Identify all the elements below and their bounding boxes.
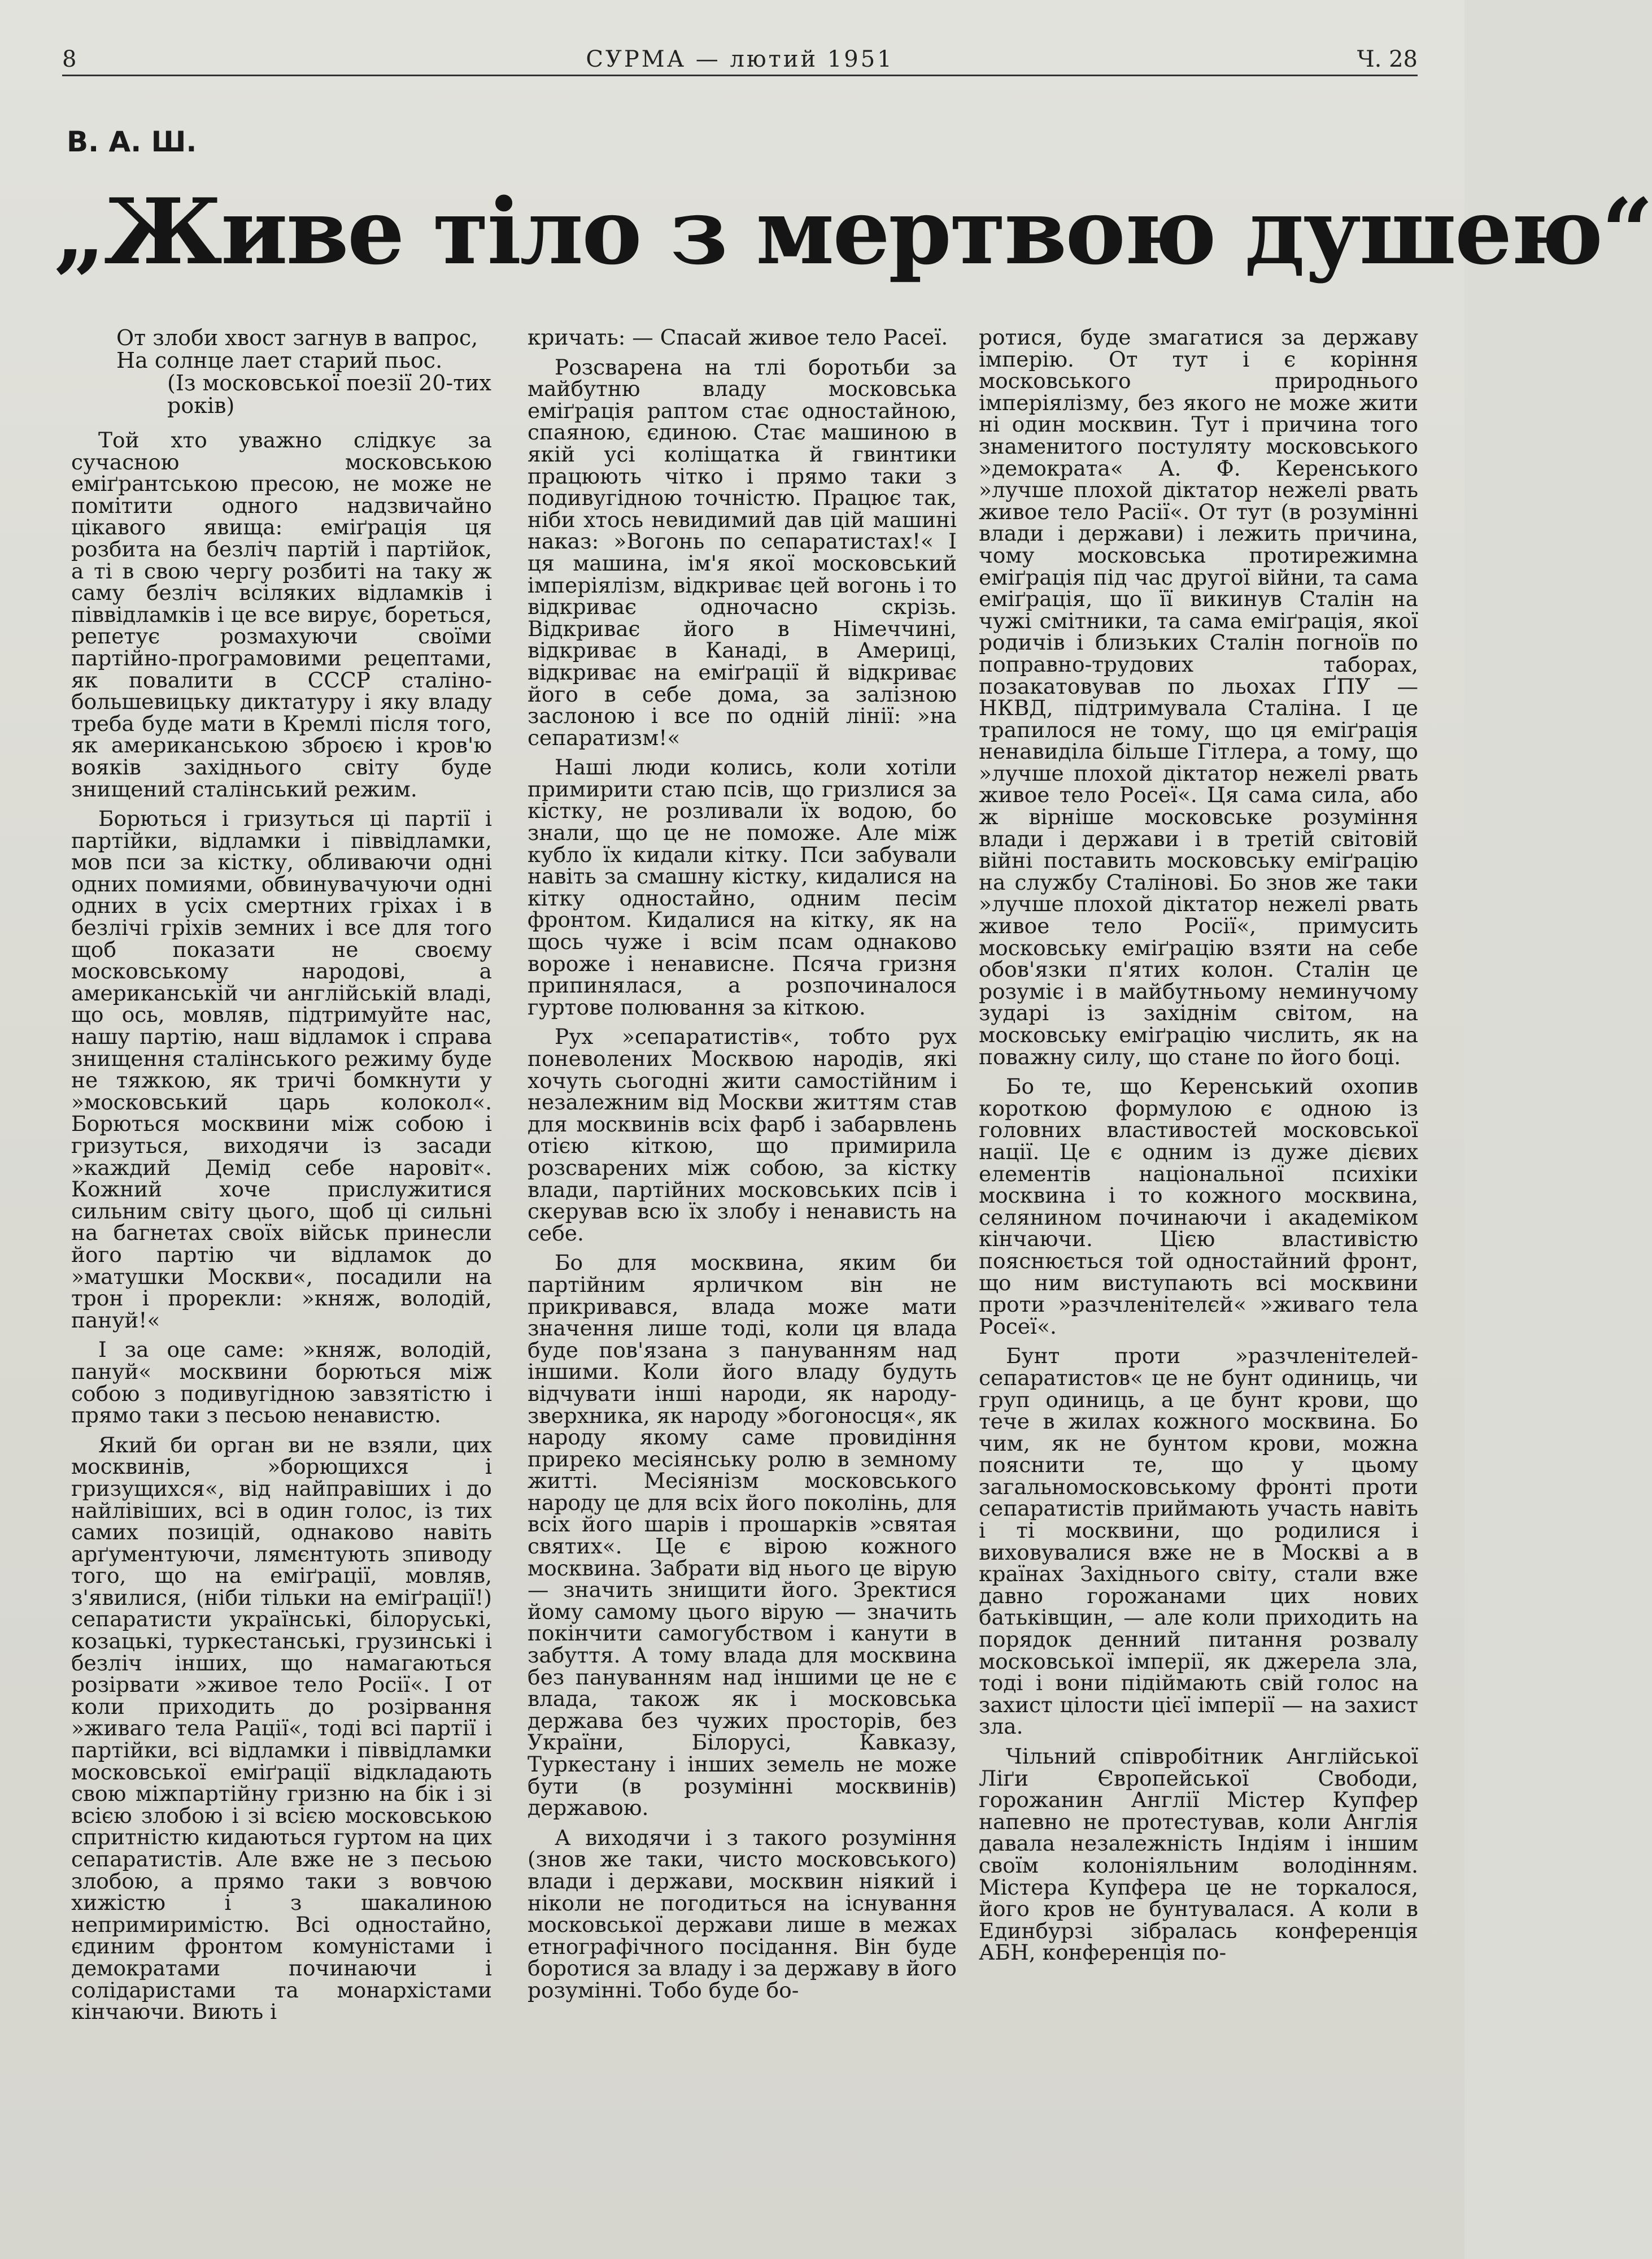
paragraph: А виходячи і з такого розуміння (знов же таки, чисто московського) влади і держави, москвин ніякий і ніколи не погодиться на існування московської держави лише в межах етнографічного посідання. Він буде боротися за владу і за державу в його розумінні. Тобо буде бо- — [528, 1825, 957, 2003]
paragraph: Чільний співробітник Англійської Ліґи Європейської Свободи, горожанин Англії Містер Купфер напевно не протестував, коли Англія давала незалежність Індіям і іншим своїм колоніяльним володінням. Містера Купфера це не торкалося, його кров не бунтувалася. А коли в Единбурзі зібралась конференція АБН, конференція по- — [979, 1744, 1418, 1965]
running-header — [62, 35, 1418, 76]
paragraph: Той хто уважно слідкує за сучасною московською еміґрантською пресою, не може не помітити одного надзвичайно цікавого явища: еміґрація ця розбита на безліч партій і партійок, а ті в свою чергу розбиті на таку ж саму безліч всіляких відламків і піввідламків і це все вирує, бореться, репетує розмахуючи своїми партійно-програмовими рецептами, як повалити в СССР сталіно-большевицьку диктатуру і яку владу треба буде мати в Кремлі після того, як американською зброєю і кров'ю вояків західнього світу буде знищений сталінський режим. — [71, 428, 492, 802]
issue-number: Ч. 28 — [1357, 46, 1418, 72]
paragraph: Бо для москвина, яким би партійним ярличком він не прикривався, влада може мати значення лише тоді, коли ця влада буде пов'язана з пануванням над іншими. Коли його владу будуть відчувати інші народи, як народу-зверхника, як народу »богоносця«, як народу якому саме провидіння приреко месіянську ролю в земному житті. Месіянізм московського народу це для всіх його поколінь, для всіх його шарів і прошарків »святая святих«. Це є вірою кожного москвина. Забрати від нього це вірую — значить знищити його. Зректися йому самому цього вірую — значить покінчити самогубством і канути в забуття. А тому влада для москвина без пануванням над іншими це не є влада, також як і московська держава без чужих просторів, без України, Білорусі, Кавказу, Туркестану і інших земель не може бути (в розумінні москвинів) державою. — [528, 1250, 957, 1821]
article-body — [0, 327, 1464, 2241]
epigraph — [116, 327, 492, 417]
paragraph: ротися, буде змагатися за державу імперію. От тут і є коріння московського природнього імперіялізму, без якого не може жити ні один москвин. Тут і причина того знаменитого постуляту московського »демократа« А. Ф. Керенського »лучше плохой діктатор нежелі рвать живое тело Расії«. От тут (в розумінні влади і держави) і лежить причина, чому московська протирежимна еміґрація під час другої війни, та сама еміґрація, що її викинув Сталін на чужі смітники, та сама еміґрація, якої родичів і близьких Сталін погноїв по поправно-трудових таборах, позакатовував по льохах ҐПУ — НКВД, підтримувала Сталіна. І це трапилося не тому, що ця еміґрація ненавиділа більше Гітлера, а тому, що »лучше плохой діктатор нежелі рвать живое тело Росеї«. Ця сама сила, або ж вірніше московське розуміння влади і держави і в третій світовій війні поставить московську еміґрацію на службу Сталінові. Бо знов же таки »лучше плохой діктатор нежелі рвать живое тело Росії«, примусить московську еміґрацію взяти на себе обов'язки п'ятих колон. Сталін це розуміє і в майбутньому неминучому зударі із західнім світом, на московську еміґрацію числить, як на поважну силу, що стане по його боці. — [979, 325, 1418, 1069]
author-byline: В. А. Ш. — [67, 125, 197, 158]
paragraph: І за оце саме: »княж, володій, пануй« москвини борються між собою з подивугідною завзятістю і прямо таки з песьою ненавистю. — [71, 1337, 492, 1428]
paragraph: Розсварена на тлі боротьби за майбутню владу московська еміґрація раптом стає одностайною, спаяною, єдиною. Стає машиною в якій усі коліщатка й гвинтики працюють чітко і прямо таки з подивугідною точністю. Працює так, ніби хтось невидимий дав цій машині наказ: »Вогонь по сепаратистах!« І ця машина, ім'я якої московський імперіялізм, відкриває цей вогонь і то відкриває одночасно скрізь. Відкриває його в Німеччині, відкриває в Канаді, в Америці, відкриває на еміґрації й відкриває його в себе дома, за залізною заслоною і все по одній лінії: »на сепаратизм!« — [528, 354, 957, 750]
paragraph: Бунт проти »разчленітелей-сепаратистов« це не бунт одиниць, чи груп одиниць, а це бунт крови, що тече в жилах кожного москвина. Бо чим, як не бунтом крови, можна пояснити те, що у цьому загальномосковському фронті проти сепаратистів приймають участь навіть і ті москвини, що родилися і виховувалися вже не в Москві а в країнах Західнього світу, стали вже давно горожанами цих нових батьківщин, — але коли приходить на порядок денний питання розвалу московської імперії, як джерела зла, тоді і вони підіймають свій голос на захист цілости цієї імперії — на захист зла. — [979, 1343, 1418, 1739]
paragraph: Який би орган ви не взяли, цих москвинів, »борющихся і гризущихся«, від найправіших і до найлівіших, всі в один голос, із тих самих позицій, однаково навіть арґументуючи, лямєнтують зпиводу того, що на еміґрації, мовляв, з'явилися, (ніби тільки на еміґрації!) сепаратисти українські, білоруські, козацькі, туркестанські, грузинські і безліч інших, що намагаються розірвати »живое тело Росії«. І от коли приходить до розірвання »живаго тела Рації«, тоді всі партії і партійки, всі відламки і піввідламки московської еміґрації відкладають свою міжпартійну гризню на бік і зі всією злобою і зі всією московською спритністю кидаються гуртом на цих сепаратистів. Але вже не з песьою злобою, а прямо таки з вовчою хижістю і з шакалиною непримиримістю. Всі одностайно, єдиним фронтом комуністами і демократами починаючи і солідаристами та монархістами кінчаючи. Виють і — [71, 1432, 492, 2025]
epigraph-line: От злоби хвост загнув в вапрос, — [116, 325, 478, 350]
paragraph: Борються і гризуться ці партії і партійки, відламки і піввідламки, мов пси за кістку, обливаючи одні одних помиями, обвинувачуючи одні одних в усіх смертних гріхах і в безлічі гріхів земних і все для того щоб показати не своєму московському народові, а американській чи англійській владі, що ось, мовляв, підтримуйте нас, нашу партію, наш відламок і справа знищення сталінського режиму буде не тяжкою, як тричі бомкнути у »московський царь колокол«. Борються москвини між собою і гризуться, виходячи із засади »каждий Демід себе наровіт«. Кожний хоче прислужитися сильним світу цього, щоб ці сильні на багнетах своїх військ принесли його партію чи відламок до »матушки Москви«, посадили на трон і прорекли: »княж, володій, пануй!« — [71, 806, 492, 1333]
paragraph: Рух »сепаратистів«, тобто рух поневолених Москвою народів, які хочуть сьогодні жити самостійним і незалежним від Москви життям став для москвинів всіх фарб і забарвлень отією кіткою, що примирила розсварених між собою, за кістку влади, партійних московських псів і скерував всю їх злобу і ненависть на себе. — [528, 1024, 957, 1246]
page-number: 8 — [62, 46, 77, 72]
paragraph: Наші люди колись, коли хотіли примирити стаю псів, що гризлися за кістку, не розливали їх водою, бо знали, що це не поможе. Але між кубло їх кидали кітку. Пси забували навіть за смашну кістку, кидалися на кітку одностайно, одним песім фронтом. Кидалися на кітку, як на щось чуже і всім псам однаково вороже і ненависне. Псяча гризня припинялася, а розпочиналося гуртове полювання за кіткою. — [528, 755, 957, 1020]
newspaper-title-date: СУРМА — лютий 1951 — [586, 46, 894, 72]
article-title: „Живе тіло з мертвою душею“ — [54, 179, 1652, 285]
paragraph: кричать: — Спасай живое тело Расеї. — [528, 325, 948, 350]
epigraph-line: На солнце лает старий пьос. — [116, 348, 443, 373]
paragraph: Бо те, що Керенський охопив короткою формулою є одною із головних властивостей московської нації. Це є одним із дуже дієвих елементів національної психіки москвина і то кожного москвина, селянином починаючи і академіком кінчаючи. Цією властивістю пояснюється той одностайний фронт, що ним виступають всі москвини проти »разчленітелєй« »живаго тела Росеї«. — [979, 1074, 1418, 1339]
epigraph-source: (Із московської поезії 20-тих років) — [167, 371, 491, 418]
text-column-2 — [528, 327, 957, 2241]
text-column-3 — [979, 327, 1418, 2241]
text-column-1 — [71, 327, 492, 2241]
